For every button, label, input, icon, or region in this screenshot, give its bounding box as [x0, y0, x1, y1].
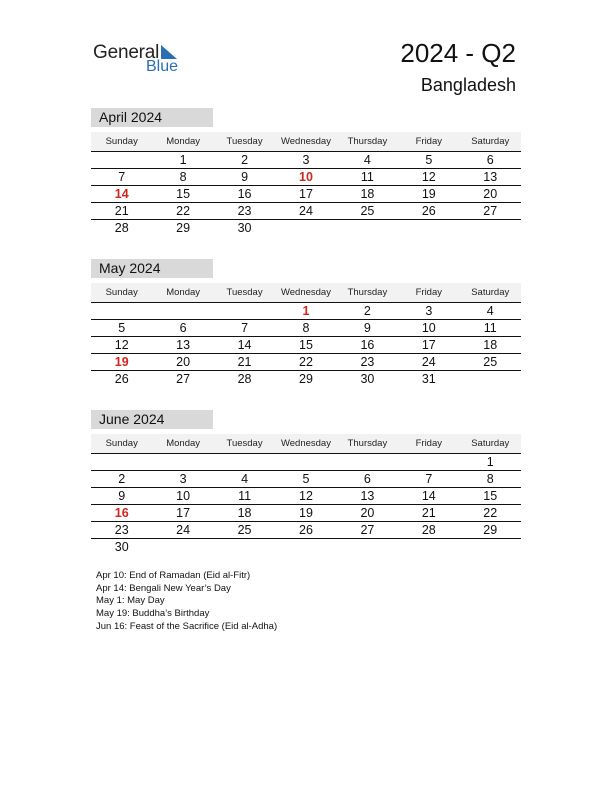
day-cell: 14 [114, 187, 129, 201]
day-cell: 9 [363, 321, 371, 335]
day-cell: 22 [176, 204, 191, 218]
day-cell: 2 [363, 304, 371, 318]
day-cell: 25 [360, 204, 375, 218]
day-cell [152, 454, 213, 470]
day-cell: 18 [360, 187, 375, 201]
weekday-label: Friday [415, 287, 443, 298]
day-cell: 3 [302, 153, 310, 167]
day-cell [460, 539, 521, 555]
weekday-label: Thursday [347, 136, 388, 147]
day-cell: 10 [299, 170, 313, 184]
day-cell: 28 [114, 221, 129, 235]
day-cell: 19 [114, 355, 129, 369]
day-cell: 16 [114, 506, 129, 520]
day-cell: 14 [421, 489, 436, 503]
holiday-note: May 1: May Day [96, 595, 165, 607]
week-row [91, 371, 521, 387]
day-cell: 8 [179, 170, 187, 184]
day-cell: 27 [360, 523, 375, 537]
week-row [91, 303, 521, 320]
day-cell: 16 [360, 338, 375, 352]
day-cell: 25 [483, 355, 498, 369]
day-cell [337, 454, 398, 470]
day-cell: 4 [363, 153, 371, 167]
day-cell: 29 [299, 372, 313, 386]
day-cell: 16 [237, 187, 252, 201]
day-cell: 10 [421, 321, 436, 335]
day-cell: 17 [176, 506, 191, 520]
day-cell: 19 [421, 187, 436, 201]
month-april [91, 108, 521, 236]
week-row [91, 152, 521, 169]
day-cell: 7 [118, 170, 126, 184]
day-cell: 3 [425, 304, 433, 318]
day-cell: 29 [176, 221, 191, 235]
weekday-label: Thursday [347, 438, 388, 449]
day-cell [214, 539, 275, 555]
day-cell: 15 [299, 338, 313, 352]
day-cell: 13 [176, 338, 191, 352]
day-cell: 18 [483, 338, 498, 352]
day-cell [214, 454, 275, 470]
day-cell: 11 [360, 170, 374, 184]
day-cell: 11 [238, 489, 252, 503]
day-cell: 24 [421, 355, 436, 369]
weekday-header [91, 283, 521, 303]
weekday-label: Saturday [471, 136, 510, 147]
weekday-label: Monday [166, 287, 201, 298]
weekday-label: Saturday [471, 438, 510, 449]
day-cell: 24 [176, 523, 191, 537]
day-cell: 1 [486, 455, 494, 469]
week-row [91, 454, 521, 471]
day-cell: 29 [483, 523, 498, 537]
day-cell: 12 [421, 170, 436, 184]
day-cell: 9 [118, 489, 126, 503]
day-cell [460, 220, 521, 236]
day-cell: 19 [299, 506, 313, 520]
week-row [91, 220, 521, 236]
day-cell: 5 [425, 153, 433, 167]
day-cell: 6 [363, 472, 371, 486]
month-june [91, 410, 521, 555]
brand-logo [93, 40, 193, 80]
day-cell: 2 [241, 153, 249, 167]
month-may [91, 259, 521, 387]
weekday-label: Sunday [105, 136, 138, 147]
day-cell [91, 454, 152, 470]
day-cell [152, 303, 213, 319]
page-title: 2024 - Q2 [400, 38, 516, 68]
day-cell: 21 [114, 204, 129, 218]
week-row [91, 203, 521, 220]
month-label: June 2024 [91, 410, 213, 429]
holiday-note: Apr 10: End of Ramadan (Eid al-Fitr) [96, 570, 251, 581]
day-cell: 27 [483, 204, 498, 218]
day-cell: 4 [241, 472, 249, 486]
day-cell [398, 539, 459, 555]
day-cell: 31 [421, 372, 436, 386]
day-cell: 30 [237, 221, 252, 235]
day-cell: 28 [421, 523, 436, 537]
month-label: April 2024 [91, 108, 213, 127]
day-cell: 15 [483, 489, 498, 503]
day-cell: 26 [114, 372, 129, 386]
logo-triangle-icon [161, 45, 177, 59]
day-cell: 10 [176, 489, 191, 503]
day-cell: 12 [299, 489, 313, 503]
week-row [91, 337, 521, 354]
weekday-label: Friday [415, 438, 443, 449]
week-row [91, 169, 521, 186]
day-cell: 8 [486, 472, 494, 486]
week-row [91, 522, 521, 539]
weekday-label: Monday [166, 136, 201, 147]
week-row [91, 539, 521, 555]
day-cell: 26 [421, 204, 436, 218]
day-cell [337, 539, 398, 555]
day-cell: 1 [179, 153, 187, 167]
day-cell: 25 [237, 523, 252, 537]
weekday-label: Friday [415, 136, 443, 147]
day-cell: 7 [241, 321, 249, 335]
weekday-label: Tuesday [226, 287, 263, 298]
weekday-label: Tuesday [226, 136, 263, 147]
day-cell: 5 [118, 321, 126, 335]
week-row [91, 354, 521, 371]
day-cell: 22 [299, 355, 313, 369]
day-cell: 1 [302, 304, 310, 318]
day-cell [275, 454, 336, 470]
day-cell [91, 303, 152, 319]
day-cell: 8 [302, 321, 310, 335]
day-cell [460, 371, 521, 387]
day-cell: 4 [486, 304, 494, 318]
day-cell: 17 [421, 338, 436, 352]
day-cell: 26 [299, 523, 313, 537]
weekday-label: Sunday [105, 438, 138, 449]
day-cell [275, 539, 336, 555]
weekday-label: Wednesday [280, 287, 331, 298]
day-cell: 5 [302, 472, 310, 486]
holiday-note: May 19: Buddha’s Birthday [96, 608, 210, 620]
day-cell: 30 [114, 540, 129, 554]
day-cell: 12 [114, 338, 129, 352]
week-row [91, 488, 521, 505]
weekday-label: Wednesday [280, 438, 331, 449]
logo-text-blue: Blue [146, 58, 179, 75]
day-cell [275, 220, 336, 236]
weekday-header [91, 434, 521, 454]
country-name: Bangladesh [420, 75, 516, 95]
day-cell: 23 [114, 523, 129, 537]
day-cell [398, 220, 459, 236]
day-cell: 13 [483, 170, 498, 184]
holiday-note: Jun 16: Feast of the Sacrifice (Eid al-Adha) [96, 620, 278, 632]
day-cell: 18 [237, 506, 252, 520]
weekday-label: Saturday [471, 287, 510, 298]
day-cell [398, 454, 459, 470]
day-cell: 3 [179, 472, 187, 486]
day-cell: 9 [241, 170, 249, 184]
month-label: May 2024 [91, 259, 213, 278]
day-cell: 28 [237, 372, 252, 386]
day-cell: 23 [237, 204, 252, 218]
logo-text-general: General [93, 42, 160, 63]
day-cell: 30 [360, 372, 375, 386]
weekday-header [91, 132, 521, 152]
day-cell: 6 [179, 321, 187, 335]
day-cell: 24 [299, 204, 313, 218]
day-cell: 17 [299, 187, 313, 201]
day-cell [91, 152, 152, 168]
week-row [91, 186, 521, 203]
day-cell: 22 [483, 506, 498, 520]
day-cell: 6 [486, 153, 494, 167]
week-row [91, 471, 521, 488]
day-cell: 20 [360, 506, 375, 520]
week-row [91, 320, 521, 337]
weekday-label: Tuesday [226, 438, 263, 449]
day-cell: 21 [237, 355, 252, 369]
day-cell: 23 [360, 355, 375, 369]
weekday-label: Thursday [347, 287, 388, 298]
day-cell: 15 [176, 187, 191, 201]
day-cell: 27 [176, 372, 191, 386]
day-cell: 20 [176, 355, 191, 369]
week-row [91, 505, 521, 522]
day-cell [152, 539, 213, 555]
day-cell: 14 [237, 338, 252, 352]
day-cell: 2 [118, 472, 126, 486]
day-cell: 21 [421, 506, 436, 520]
weekday-label: Monday [166, 438, 201, 449]
day-cell [214, 303, 275, 319]
weekday-label: Wednesday [280, 136, 331, 147]
day-cell: 20 [483, 187, 498, 201]
holiday-note: Apr 14: Bengali New Year’s Day [96, 582, 231, 594]
holiday-notes [96, 570, 277, 634]
day-cell: 7 [425, 472, 433, 486]
weekday-label: Sunday [105, 287, 138, 298]
day-cell: 13 [360, 489, 375, 503]
day-cell [337, 220, 398, 236]
day-cell: 11 [483, 321, 497, 335]
